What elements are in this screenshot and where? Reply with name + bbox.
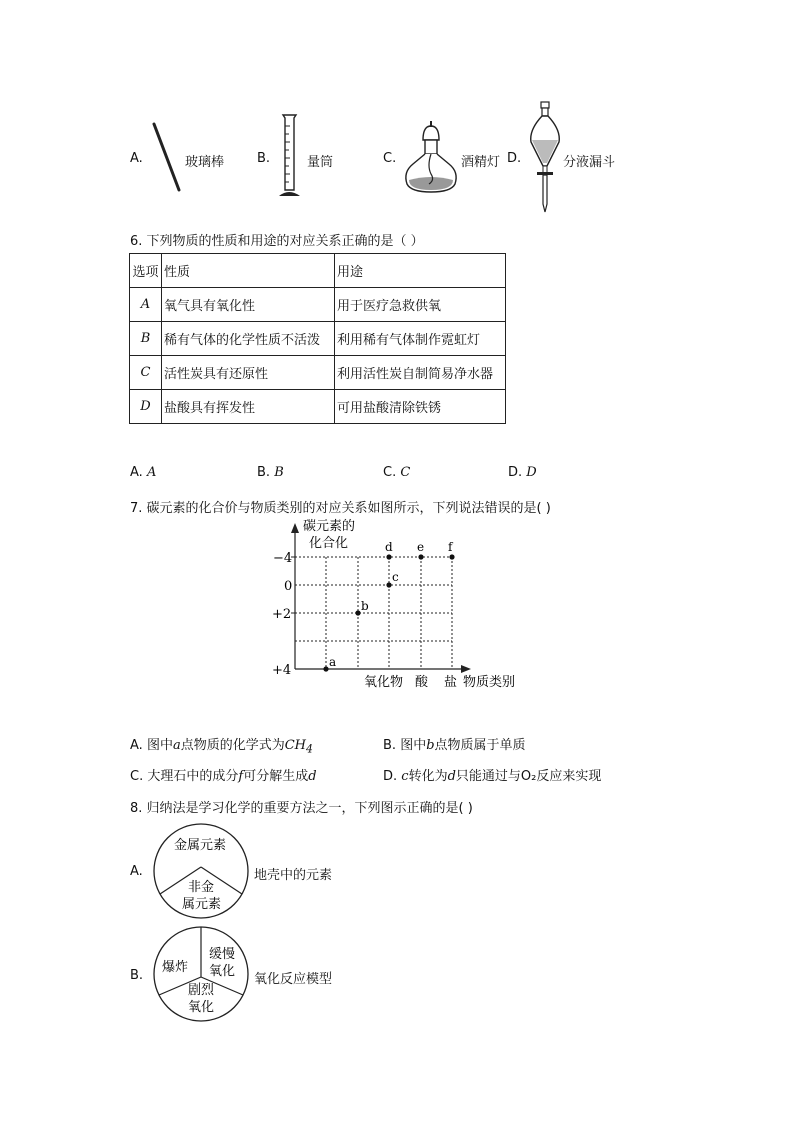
point-label: a (329, 655, 337, 669)
point-label: c (392, 570, 399, 584)
point-label: f (448, 540, 453, 554)
q5-option-b-letter[interactable]: B. (257, 151, 271, 166)
diagram-label: 属元素 (182, 897, 222, 912)
q8-option-b-caption: 氧化反应模型 (254, 972, 333, 987)
q6-option-d[interactable]: D. D (508, 465, 537, 480)
q8-option-b-letter[interactable]: B. (130, 968, 144, 983)
point-label: d (385, 540, 393, 554)
y-tick-label: +4 (272, 663, 292, 678)
q7-option-d[interactable]: D. c转化为d只能通过与O₂反应来实现 (383, 769, 602, 784)
diagram-label: 金属元素 (174, 838, 227, 853)
table-cell-use: 利用稀有气体制作霓虹灯 (335, 322, 506, 356)
diagram-label: 氧化 (209, 964, 236, 979)
table-header-cell: 性质 (162, 254, 335, 288)
point-label: b (361, 599, 369, 613)
chart-point-a (323, 666, 328, 671)
diagram-label: 氧化 (188, 1000, 215, 1015)
table-row (130, 390, 506, 424)
glass-rod-icon (148, 120, 184, 195)
x-axis-arrow-icon (461, 665, 471, 673)
x-axis-title: 物质类别 (463, 675, 516, 690)
y-axis-title-line2: 化合化 (309, 536, 349, 551)
q8-stem: 8. 归纳法是学习化学的重要方法之一，下列图示正确的是( ) (130, 801, 473, 816)
table-row (130, 288, 506, 322)
separatory-funnel-icon (527, 100, 563, 215)
graduated-cylinder-icon (276, 112, 304, 200)
q7-option-a[interactable]: A. 图中a点物质的化学式为$CH_4$ (130, 738, 313, 756)
chart-grid (295, 557, 452, 669)
diagram-label: 剧烈 (188, 983, 215, 998)
q5-option-d-letter[interactable]: D. (507, 151, 522, 166)
table-cell-key: A (130, 288, 162, 322)
table-cell-use: 用于医疗急救供氧 (335, 288, 506, 322)
q5-option-c-letter[interactable]: C. (383, 151, 397, 166)
table-row (130, 322, 506, 356)
chart-point-b (355, 610, 360, 615)
y-tick-label: +2 (272, 607, 292, 622)
table-cell-property: 盐酸具有挥发性 (162, 390, 335, 424)
table-header-cell: 用途 (335, 254, 506, 288)
q8-option-b-diagram (150, 925, 255, 1025)
q5-option-a-label: 玻璃棒 (185, 155, 225, 170)
y-tick-label: −4 (273, 551, 293, 566)
q7-stem: 7. 碳元素的化合价与物质类别的对应关系如图所示，下列说法错误的是( ) (130, 501, 551, 516)
q6-option-b[interactable]: B. B (257, 465, 284, 480)
y-axis-title-line1: 碳元素的 (303, 519, 356, 534)
q7-option-c[interactable]: C. 大理石中的成分f可分解生成d (130, 769, 317, 784)
table-cell-property: 氧气具有氧化性 (162, 288, 335, 322)
q8-option-a-letter[interactable]: A. (130, 864, 143, 879)
table-header-row (130, 254, 506, 288)
y-axis-arrow-icon (291, 523, 299, 533)
diagram-label: 缓慢 (209, 947, 236, 962)
chart-point-e (418, 554, 423, 559)
table-cell-use: 利用活性炭自制简易净水器 (335, 356, 506, 390)
x-tick-label: 氧化物 (364, 675, 404, 690)
q6-table (129, 253, 506, 424)
alcohol-lamp-icon (401, 118, 461, 198)
table-header-cell: 选项 (130, 254, 162, 288)
point-label: e (417, 540, 425, 554)
table-cell-key: B (130, 322, 162, 356)
q8-option-a-diagram (150, 822, 255, 922)
q5-option-a-letter[interactable]: A. (130, 151, 143, 166)
x-tick-label: 盐 (444, 675, 458, 690)
q6-stem: 6. 下列物质的性质和用途的对应关系正确的是（ ） (130, 234, 424, 249)
table-row (130, 356, 506, 390)
q8-option-a-caption: 地壳中的元素 (254, 868, 333, 883)
x-tick-label: 酸 (415, 675, 429, 690)
table-cell-key: C (130, 356, 162, 390)
q7-valence-chart (265, 515, 535, 695)
q6-option-c[interactable]: C. C (383, 465, 411, 480)
chart-point-f (449, 554, 454, 559)
q5-option-b-label: 量筒 (307, 155, 334, 170)
table-cell-use: 可用盐酸清除铁锈 (335, 390, 506, 424)
table-cell-property: 活性炭具有还原性 (162, 356, 335, 390)
q5-option-d-label: 分液漏斗 (563, 155, 616, 170)
q6-option-a[interactable]: A. A (130, 465, 157, 480)
y-tick-label: 0 (284, 579, 293, 594)
q5-option-c-label: 酒精灯 (461, 155, 501, 170)
q7-option-b[interactable]: B. 图中b点物质属于单质 (383, 738, 526, 753)
diagram-label: 非金 (188, 880, 215, 895)
chart-point-c (386, 582, 391, 587)
diagram-label: 爆炸 (162, 960, 189, 975)
table-cell-property: 稀有气体的化学性质不活泼 (162, 322, 335, 356)
table-cell-key: D (130, 390, 162, 424)
chart-point-d (386, 554, 391, 559)
